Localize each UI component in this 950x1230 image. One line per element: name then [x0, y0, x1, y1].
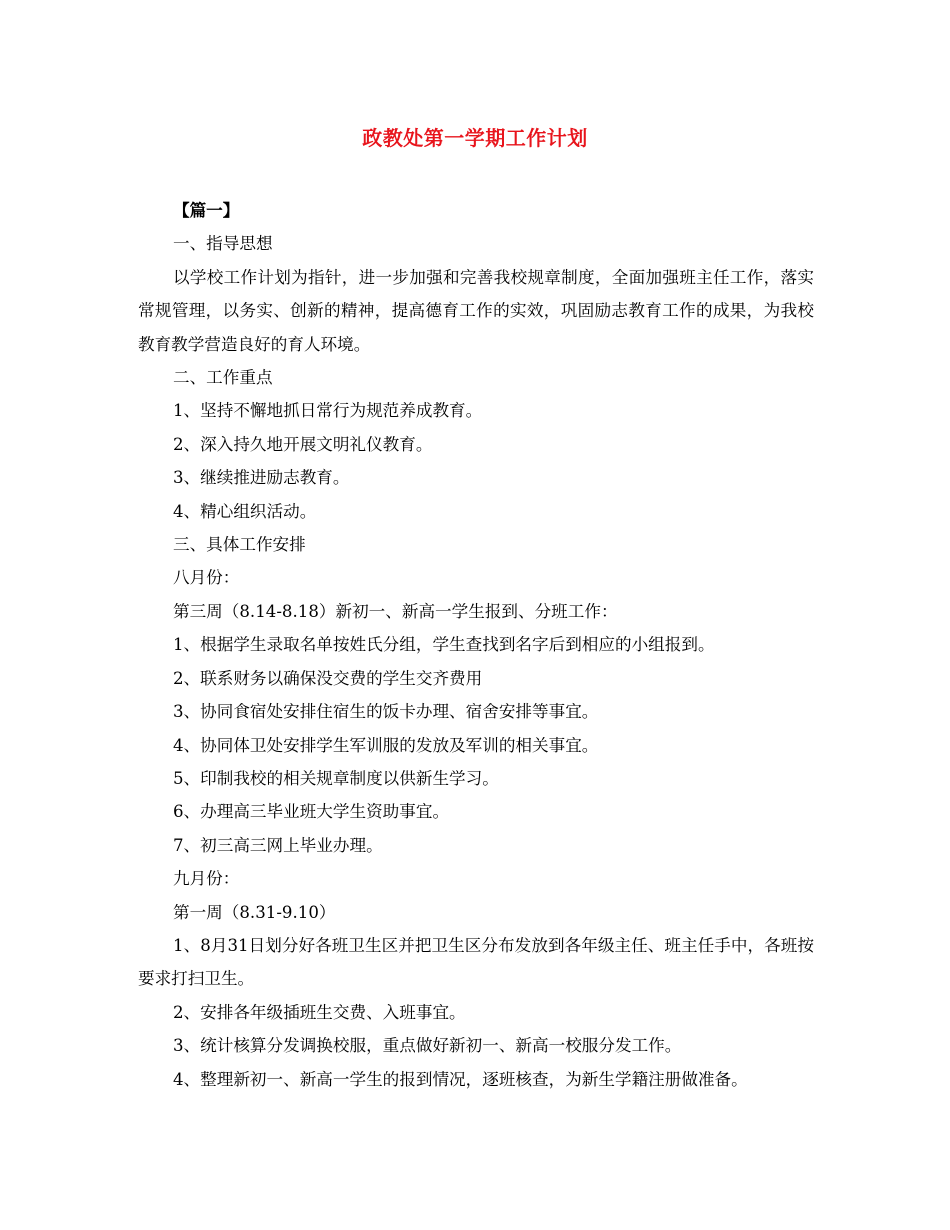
list-item: 4、精心组织活动。: [173, 501, 317, 521]
list-item: 1、8月31日划分好各班卫生区并把卫生区分布发放到各年级主任、班主任手中，各班按要求打扫卫生。: [138, 935, 814, 989]
document-title: 政教处第一学期工作计划: [362, 126, 588, 150]
week-heading: 第一周（8.31-9.10）: [173, 902, 336, 922]
section-marker: 【篇一】: [173, 200, 240, 220]
heading-work-arrangement: 三、具体工作安排: [173, 535, 306, 555]
heading-work-focus: 二、工作重点: [173, 368, 273, 388]
list-item: 3、统计核算分发调换校服，重点做好新初一、新高一校服分发工作。: [173, 1036, 682, 1056]
list-item: 6、办理高三毕业班大学生资助事宜。: [173, 802, 450, 822]
list-item: 3、协同食宿处安排住宿生的饭卡办理、宿舍安排等事宜。: [173, 702, 599, 722]
list-item: 7、初三高三网上毕业办理。: [173, 835, 383, 855]
list-item: 2、深入持久地开展文明礼仪教育。: [173, 434, 433, 454]
list-item: 4、整理新初一、新高一学生的报到情况，逐班核查，为新生学籍注册做准备。: [173, 1069, 748, 1089]
heading-guiding-thought: 一、指导思想: [173, 234, 273, 254]
list-item: 3、继续推进励志教育。: [173, 468, 350, 488]
list-item: 4、协同体卫处安排学生军训服的发放及军训的相关事宜。: [173, 735, 599, 755]
list-item: 2、联系财务以确保没交费的学生交齐费用: [173, 668, 483, 688]
list-item: 2、安排各年级插班生交费、入班事宜。: [173, 1002, 466, 1022]
month-heading-september: 九月份：: [173, 869, 240, 889]
list-item: 5、印制我校的相关规章制度以供新生学习。: [173, 768, 499, 788]
list-item: 1、坚持不懈地抓日常行为规范养成教育。: [173, 401, 483, 421]
document-body: [138, 194, 814, 1096]
week-heading: 第三周（8.14-8.18）新初一、新高一学生报到、分班工作：: [173, 601, 618, 621]
paragraph-guiding-thought: 以学校工作计划为指针，进一步加强和完善我校规章制度，全面加强班主任工作，落实常规管理，以务实、创新的精神，提高德育工作的实效，巩固励志教育工作的成果，为我校教育教学营造良好的育人环境。: [138, 267, 814, 354]
list-item: 1、根据学生录取名单按姓氏分组，学生查找到名字后到相应的小组报到。: [173, 635, 715, 655]
month-heading-august: 八月份：: [173, 568, 240, 588]
